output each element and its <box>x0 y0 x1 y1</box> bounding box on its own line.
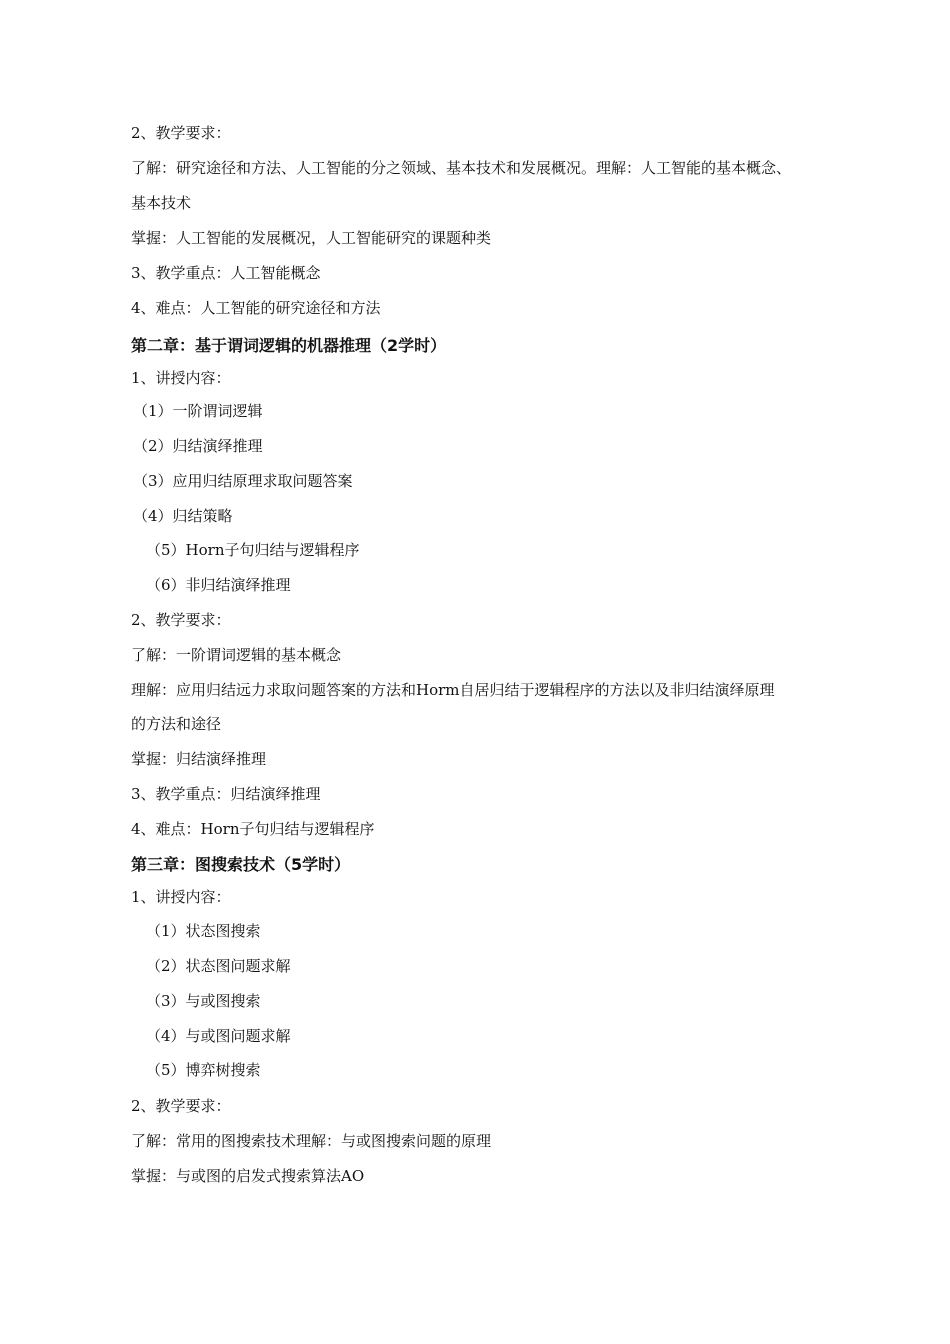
text-line: 1、讲授内容： <box>131 888 231 906</box>
list-item: （4）与或图问题求解 <box>146 1027 291 1045</box>
text-line: 3、教学重点：人工智能概念 <box>131 264 321 282</box>
chapter-heading: 第二章：基于谓词逻辑的机器推理（2学时） <box>131 336 447 355</box>
text-line: 了解：一阶谓词逻辑的基本概念 <box>131 646 342 664</box>
text-line: 的方法和途径 <box>131 715 222 733</box>
text-line: 了解：研究途径和方法、人工智能的分之领域、基本技术和发展概况。理解：人工智能的基本概念、 <box>131 159 792 177</box>
text-line: 掌握：人工智能的发展概况，人工智能研究的课题种类 <box>131 229 492 247</box>
text-line: 基本技术 <box>131 194 192 212</box>
list-item: （1）一阶谓词逻辑 <box>133 402 263 420</box>
text-line: 2、教学要求： <box>131 124 231 142</box>
list-item: （3）与或图搜索 <box>146 992 261 1010</box>
text-line: 理解：应用归结远力求取问题答案的方法和Horm自居归结于逻辑程序的方法以及非归结演绎原理 <box>131 681 775 699</box>
text-line: 4、难点：Horn子句归结与逻辑程序 <box>131 820 375 838</box>
text-line: 3、教学重点：归结演绎推理 <box>131 785 321 803</box>
text-line: 4、难点：人工智能的研究途径和方法 <box>131 299 381 317</box>
list-item: （1）状态图搜索 <box>146 922 261 940</box>
list-item: （4）归结策略 <box>133 507 233 525</box>
list-item: （3）应用归结原理求取问题答案 <box>133 472 353 490</box>
list-item: （2）归结演绎推理 <box>133 437 263 455</box>
list-item: （2）状态图问题求解 <box>146 957 291 975</box>
text-line: 2、教学要求： <box>131 611 231 629</box>
text-line: 1、讲授内容： <box>131 369 231 387</box>
list-item: （6）非归结演绎推理 <box>146 576 291 594</box>
text-line: 掌握：与或图的启发式搜索算法AO <box>131 1167 365 1185</box>
list-item: （5）Horn子句归结与逻辑程序 <box>146 541 360 559</box>
chapter-heading: 第三章：图搜索技术（5学时） <box>131 855 351 874</box>
list-item: （5）博弈树搜索 <box>146 1061 261 1079</box>
text-line: 了解：常用的图搜索技术理解：与或图搜索问题的原理 <box>131 1132 492 1150</box>
text-line: 掌握：归结演绎推理 <box>131 750 267 768</box>
text-line: 2、教学要求： <box>131 1097 231 1115</box>
